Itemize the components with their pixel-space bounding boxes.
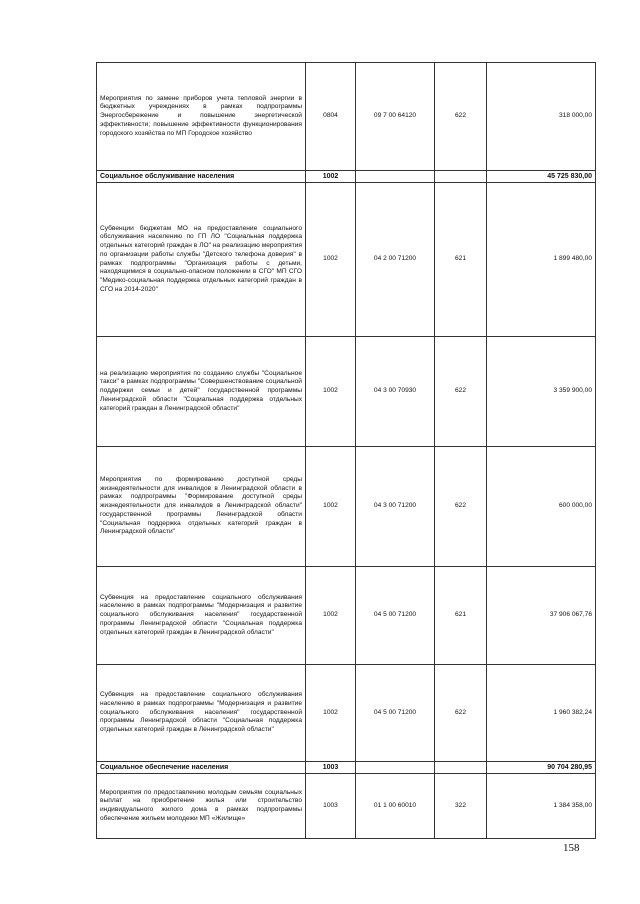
row-expense-type: 622	[435, 63, 487, 171]
row-target-code: 09 7 00 64120	[356, 63, 435, 171]
row-expense-type: 622	[435, 665, 487, 762]
page-number: 158	[563, 842, 580, 854]
row-section-code: 1003	[306, 774, 356, 839]
row-expense-type: 621	[435, 183, 487, 337]
section-header-row	[97, 171, 596, 183]
row-target-code: 04 5 00 71200	[356, 665, 435, 762]
row-section-code: 0804	[306, 63, 356, 171]
row-amount: 1 384 358,00	[487, 774, 596, 839]
row-section-code: 1002	[306, 337, 356, 447]
table-row	[97, 63, 596, 171]
row-description: Субвенции бюджетам МО на предоставление социального обслуживания населению по ГП ЛО "Социальная поддержка отдельных категорий граждан в ЛО" на реализацию мероприятия по организации работы службы "Детского телефона доверия" в рамках подпрограммы "Организация работы с детьми, находящимися в социально-опасном положении в СГО" МП СГО "Медико-социальная поддержка отдельных категорий граждан в СГО на 2014-2020"	[97, 183, 306, 337]
row-description: Субвенция на предоставление социального обслуживания населению в рамках подпрограммы "Модернизация и развитие социального обслуживания населения" государственной программы Ленинградской области "Социальная поддержка отдельных категорий граждан в Ленинградской области"	[97, 567, 306, 665]
section-header-row	[97, 762, 596, 774]
section-title: Социальное обслуживание населения	[97, 171, 306, 183]
row-description: Субвенция на предоставление социального обслуживания населению в рамках подпрограммы "Модернизация и развитие социального обслуживания населения" государственной программы Ленинградской области "Социальная поддержка отдельных категорий граждан в Ленинградской области"	[97, 665, 306, 762]
section-title: Социальное обеспечение населения	[97, 762, 306, 774]
row-description: Мероприятия по формированию доступной среды жизнедеятельности для инвалидов в Ленинградской области в рамках подпрограммы "Формирование доступной среды жизнедеятельности для инвалидов в Ленинградской области" государственной программы Ленинградской области "Социальная поддержка отдельных категорий граждан в Ленинградской области"	[97, 447, 306, 567]
row-amount: 318 000,00	[487, 63, 596, 171]
row-target-code: 01 1 00 60010	[356, 774, 435, 839]
section-total: 90 704 280,95	[487, 762, 596, 774]
row-target-code	[356, 762, 435, 774]
row-section-code: 1002	[306, 171, 356, 183]
row-expense-type	[435, 171, 487, 183]
table-row	[97, 774, 596, 839]
row-amount: 3 359 900,00	[487, 337, 596, 447]
row-section-code: 1003	[306, 762, 356, 774]
section-total: 45 725 830,00	[487, 171, 596, 183]
table-row	[97, 183, 596, 337]
row-description: Мероприятия по замене приборов учета тепловой энергии в бюджетных учреждениях в рамках подпрограммы Энергосбережение и повышение энергетической эффективности; повышение эффективности функционирования городского хозяйства по МП Городское хозяйство	[97, 63, 306, 171]
row-section-code: 1002	[306, 567, 356, 665]
row-section-code: 1002	[306, 447, 356, 567]
table-row	[97, 447, 596, 567]
row-expense-type	[435, 762, 487, 774]
row-expense-type: 622	[435, 447, 487, 567]
row-target-code: 04 3 00 70930	[356, 337, 435, 447]
row-description: Мероприятия по предоставлению молодым семьям социальных выплат на приобретение жилья или строительство индивидуального жилого дома в рамках подпрограммы обеспечение жильем молодежи МП «Жилище»	[97, 774, 306, 839]
table-row	[97, 665, 596, 762]
row-target-code: 04 3 00 71200	[356, 447, 435, 567]
row-section-code: 1002	[306, 183, 356, 337]
row-expense-type: 622	[435, 337, 487, 447]
table-row	[97, 337, 596, 447]
row-description: на реализацию мероприятия по созданию службы "Социальное такси" в рамках подпрограммы "Совершенствование социальной поддержки семьи и детей" государственной программы Ленинградской области "Социальная поддержка отдельных категорий граждан в Ленинградской области"	[97, 337, 306, 447]
table-row	[97, 567, 596, 665]
row-amount: 1 960 382,24	[487, 665, 596, 762]
row-target-code	[356, 171, 435, 183]
row-target-code: 04 2 00 71200	[356, 183, 435, 337]
row-expense-type: 322	[435, 774, 487, 839]
row-target-code: 04 5 00 71200	[356, 567, 435, 665]
row-expense-type: 621	[435, 567, 487, 665]
row-amount: 1 899 480,00	[487, 183, 596, 337]
row-amount: 600 000,00	[487, 447, 596, 567]
row-amount: 37 906 067,76	[487, 567, 596, 665]
budget-table	[96, 62, 596, 839]
row-section-code: 1002	[306, 665, 356, 762]
